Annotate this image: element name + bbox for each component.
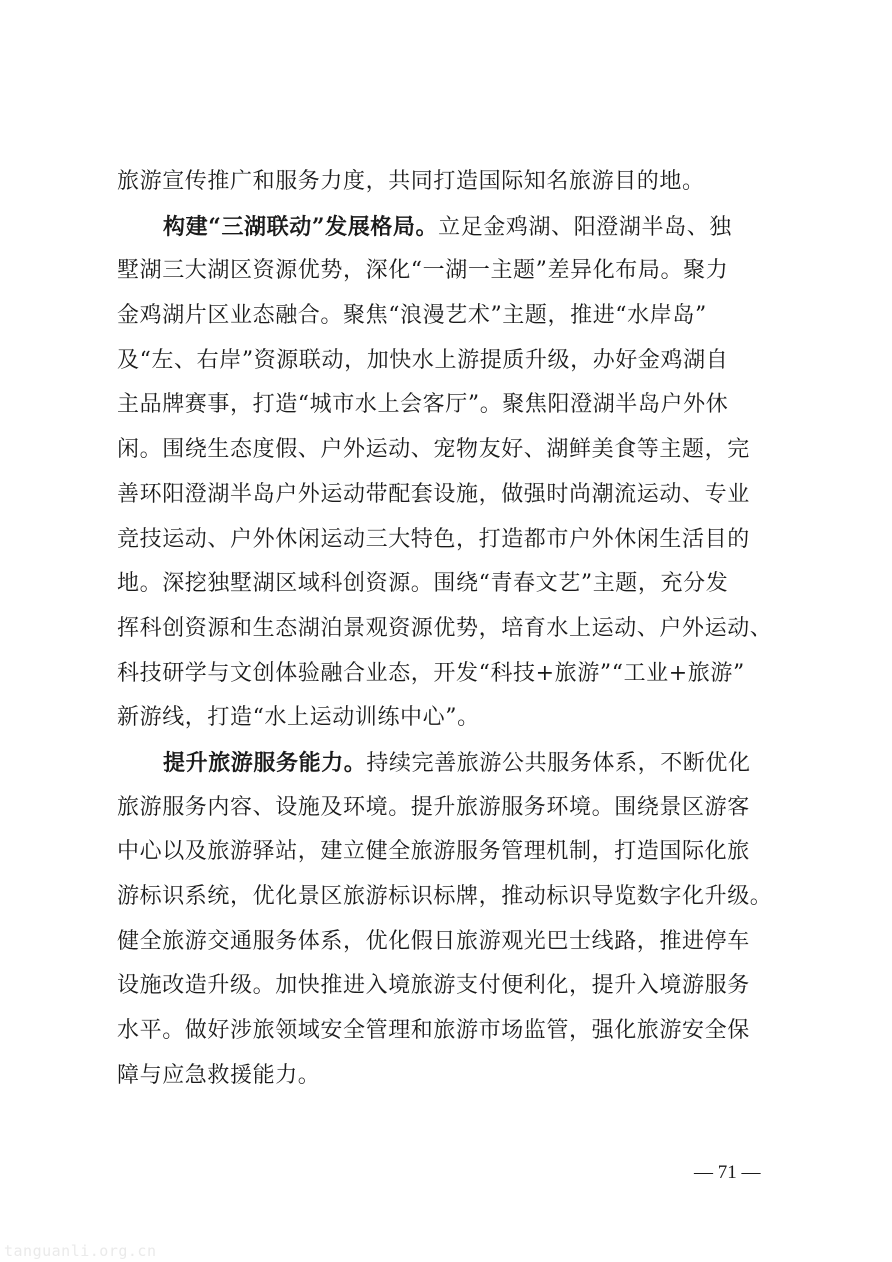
line-text: 及“左、右岸”资源联动，加快水上游提质升级，办好金鸡湖自 <box>117 347 729 373</box>
body-text <box>117 160 797 1098</box>
text-line <box>117 1009 797 1054</box>
text-line <box>117 786 797 831</box>
line-text: 竞技运动、户外休闲运动三大特色，打造都市户外休闲生活目的 <box>117 526 750 552</box>
text-line <box>117 294 797 339</box>
watermark: tanguanli.org.cn <box>4 1242 157 1260</box>
line-text: 地。深挖独墅湖区域科创资源。围绕“青春文艺”主题，充分发 <box>117 571 729 597</box>
paragraph-start <box>117 205 797 250</box>
page-number: — 71 — <box>694 1162 761 1183</box>
paragraph-start <box>117 741 797 786</box>
line-text: 闲。围绕生态度假、户外运动、宠物友好、湖鲜美食等主题，完 <box>117 437 750 463</box>
line-text: 新游线，打造“水上运动训练中心”。 <box>117 705 480 731</box>
text-line <box>117 562 797 607</box>
paragraph-heading: 构建“三湖联动”发展格局。 <box>163 213 439 240</box>
line-text: 善环阳澄湖半岛户外运动带配套设施，做强时尚潮流运动、专业 <box>117 481 750 507</box>
line-text: 设施改造升级。加快推进入境旅游支付便利化，提升入境游服务 <box>117 973 750 999</box>
line-text: 健全旅游交通服务体系，优化假日旅游观光巴士线路，推进停车 <box>117 928 750 954</box>
text-line <box>117 383 797 428</box>
text-line <box>117 160 797 205</box>
text-line <box>117 249 797 294</box>
line-text: 金鸡湖片区业态融合。聚焦“浪漫艺术”主题，推进“水岸岛” <box>117 303 707 329</box>
text-line <box>117 652 797 697</box>
line-text: 旅游服务内容、设施及环境。提升旅游服务环境。围绕景区游客 <box>117 794 750 820</box>
text-line <box>117 1054 797 1099</box>
text-line <box>117 607 797 652</box>
line-text: 旅游宣传推广和服务力度，共同打造国际知名旅游目的地。 <box>117 169 705 194</box>
line-text: 中心以及旅游驿站，建立健全旅游服务管理机制，打造国际化旅 <box>117 839 750 865</box>
line-text: 墅湖三大湖区资源优势，深化“一湖一主题”差异化布局。聚力 <box>117 258 729 284</box>
text-line <box>117 428 797 473</box>
line-text: 游标识系统，优化景区旅游标识标牌，推动标识导览数字化升级。 <box>117 884 773 909</box>
text-line <box>117 696 797 741</box>
text-line <box>117 339 797 384</box>
paragraph-heading: 提升旅游服务能力。 <box>163 749 367 776</box>
line-text: 挥科创资源和生态湖泊景观资源优势，培育水上运动、户外运动、 <box>117 615 773 641</box>
line-text: 主品牌赛事，打造“城市水上会客厅”。聚焦阳澄湖半岛户外休 <box>117 392 729 418</box>
line-text: 科技研学与文创体验融合业态，开发“科技+旅游”“工业+旅游” <box>117 660 745 686</box>
line-text: 水平。做好涉旅领域安全管理和旅游市场监管，强化旅游安全保 <box>117 1018 750 1044</box>
line-text: 障与应急救援能力。 <box>117 1062 321 1088</box>
text-line <box>117 473 797 518</box>
text-line <box>117 964 797 1009</box>
text-line <box>117 920 797 965</box>
line-text: 持续完善旅游公共服务体系，不断优化 <box>366 750 751 776</box>
text-line <box>117 518 797 563</box>
text-line <box>117 830 797 875</box>
line-text: 立足金鸡湖、阳澄湖半岛、独 <box>438 214 732 240</box>
text-line <box>117 875 797 920</box>
